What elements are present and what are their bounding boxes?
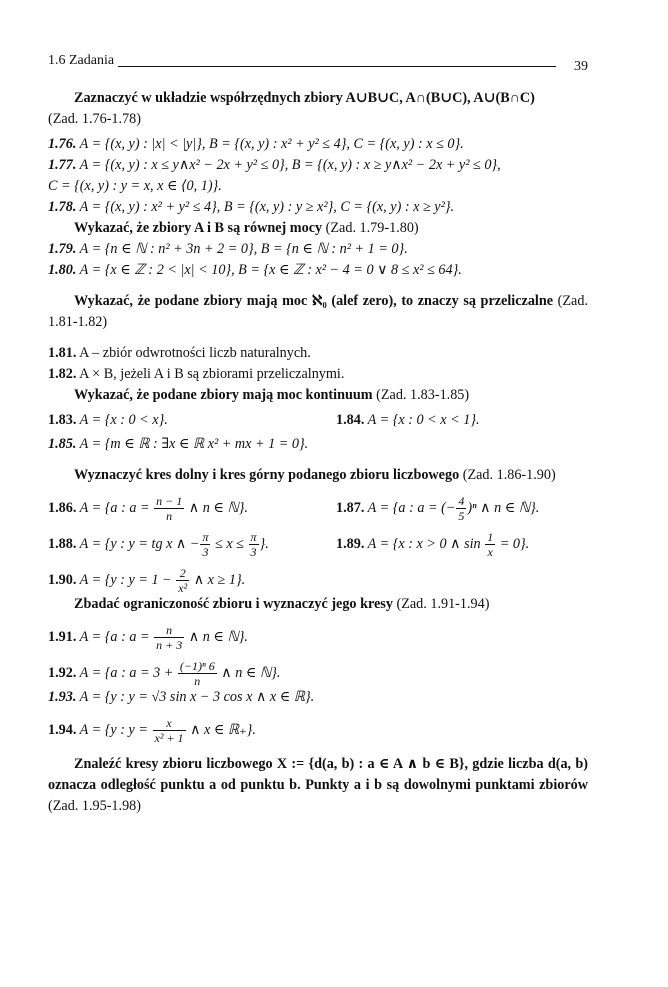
problem-1-79: 1.79. A = {n ∈ ℕ : n² + 3n + 2 = 0}, B = {n ∈ ℕ : n² + 1 = 0}. (48, 241, 408, 257)
problem-1-84: 1.84. A = {x : 0 < x < 1}. (336, 412, 480, 428)
problem-1-92: 1.92. A = {a : a = 3 + $\frac{\text{(−1)ⁿ 6}}{n}$ ∧ n ∈ ℕ}. (48, 659, 281, 688)
row-1-88-1-89 (48, 522, 588, 558)
problem-1-80: 1.80. A = {x ∈ ℤ : 2 < |x| < 10}, B = {x ∈ ℤ : x² − 4 = 0 ∨ 8 ≤ x² ≤ 64}. (48, 262, 462, 278)
task-1: Zaznaczyć w układzie współrzędnych zbiory A∪B∪C, A∩(B∪C), A∪(B∩C) (Zad. 1.76-1.78) (48, 90, 535, 127)
task-2: Wykazać, że zbiory A i B są równej mocy (Zad. 1.79-1.80) (74, 220, 419, 236)
task-4: Wykazać, że podane zbiory mają moc kontinuum (Zad. 1.83-1.85) (74, 387, 470, 403)
problem-1-85: 1.85. A = {m ∈ ℝ : ∃x ∈ ℝ x² + mx + 1 = 0}. (48, 436, 309, 452)
problem-1-89: 1.89. A = {x : x > 0 ∧ sin $\frac{1}{x}$ = 0}. (336, 530, 530, 559)
section-title: 1.6 Zadania (48, 50, 118, 71)
problem-1-91: 1.91. A = {a : a = $\frac{n}{n + 3}$ ∧ n ∈ ℕ}. (48, 623, 248, 652)
row-1-83-1-84 (48, 410, 588, 434)
row-1-86-1-87 (48, 486, 588, 522)
row-1-90 (48, 558, 588, 594)
problem-1-87: 1.87. A = {a : a = (− $\frac{4}{5}$ )ⁿ ∧ n ∈ ℕ}. (336, 494, 540, 523)
problem-1-86: 1.86. A = {a : a = $\frac{n - 1}{n}$ ∧ n ∈ ℕ}. (48, 494, 248, 523)
row-1-94 (48, 708, 588, 744)
problem-1-78: 1.78. A = {(x, y) : x² + y² ≤ 4}, B = {(x, y) : y ≥ x²}, C = {(x, y) : x ≥ y²}. (48, 199, 455, 215)
problem-1-77-cont: C = {(x, y) : y = x, x ∈ ⟨0, 1)}. (48, 178, 222, 194)
task-5: Wyznaczyć kres dolny i kres górny podanego zbioru liczbowego (Zad. 1.86-1.90) (74, 467, 556, 483)
page (48, 50, 588, 817)
problem-1-77: 1.77. A = {(x, y) : x ≤ y∧x² − 2x + y² ≤ 0}, B = {(x, y) : x ≥ y∧x² − 2x + y² ≤ 0}, (48, 157, 501, 173)
problem-1-93: 1.93. A = {y : y = √3 sin x − 3 cos x ∧ x ∈ ℝ}. (48, 689, 315, 705)
problem-1-94: 1.94. A = {y : y = $\frac{x}{\text{x² + 1}}$ ∧ x ∈ ℝ₊}. (48, 716, 256, 745)
page-number: 39 (574, 59, 588, 74)
problem-1-83: 1.83. A = {x : 0 < x}. (48, 412, 168, 428)
problem-1-90: 1.90. A = {y : y = 1 − $\frac{2}{\text{x²}}$ ∧ x ≥ 1}. (48, 566, 246, 595)
problem-1-81: 1.81. A – zbiór odwrotności liczb naturalnych. (48, 345, 311, 361)
problem-1-88: 1.88. A = {y : y = tg x ∧ − $\frac{\pi}{3}$ ≤ x ≤ $\frac{\pi}{3}$ }. (48, 530, 269, 559)
task-6: Zbadać ograniczoność zbioru i wyznaczyć jego kresy (Zad. 1.91-1.94) (74, 596, 490, 612)
problem-1-82: 1.82. A × B, jeżeli A i B są zbiorami przeliczalnymi. (48, 366, 345, 382)
problem-1-76: 1.76. A = {(x, y) : |x| < |y|}, B = {(x, y) : x² + y² ≤ 4}, C = {(x, y) : x ≤ 0}. (48, 136, 464, 152)
row-1-92 (48, 651, 588, 687)
row-1-91 (48, 615, 588, 651)
task-3: Wykazać, że podane zbiory mają moc ℵ₀ (alef zero), to znaczy są przeliczalne (Zad. 1.81-1.82) (48, 293, 588, 330)
header-rule (48, 66, 556, 67)
task-7: Znaleźć kresy zbioru liczbowego X := {d(a, b) : a ∈ A ∧ b ∈ B}, gdzie liczba d(a, b) oznacza odległość punktu a od punktu b. Punkty a i b są dowolnymi punktami zbiorów (Zad. 1.95-1.98) (48, 756, 588, 814)
running-header (48, 50, 588, 74)
